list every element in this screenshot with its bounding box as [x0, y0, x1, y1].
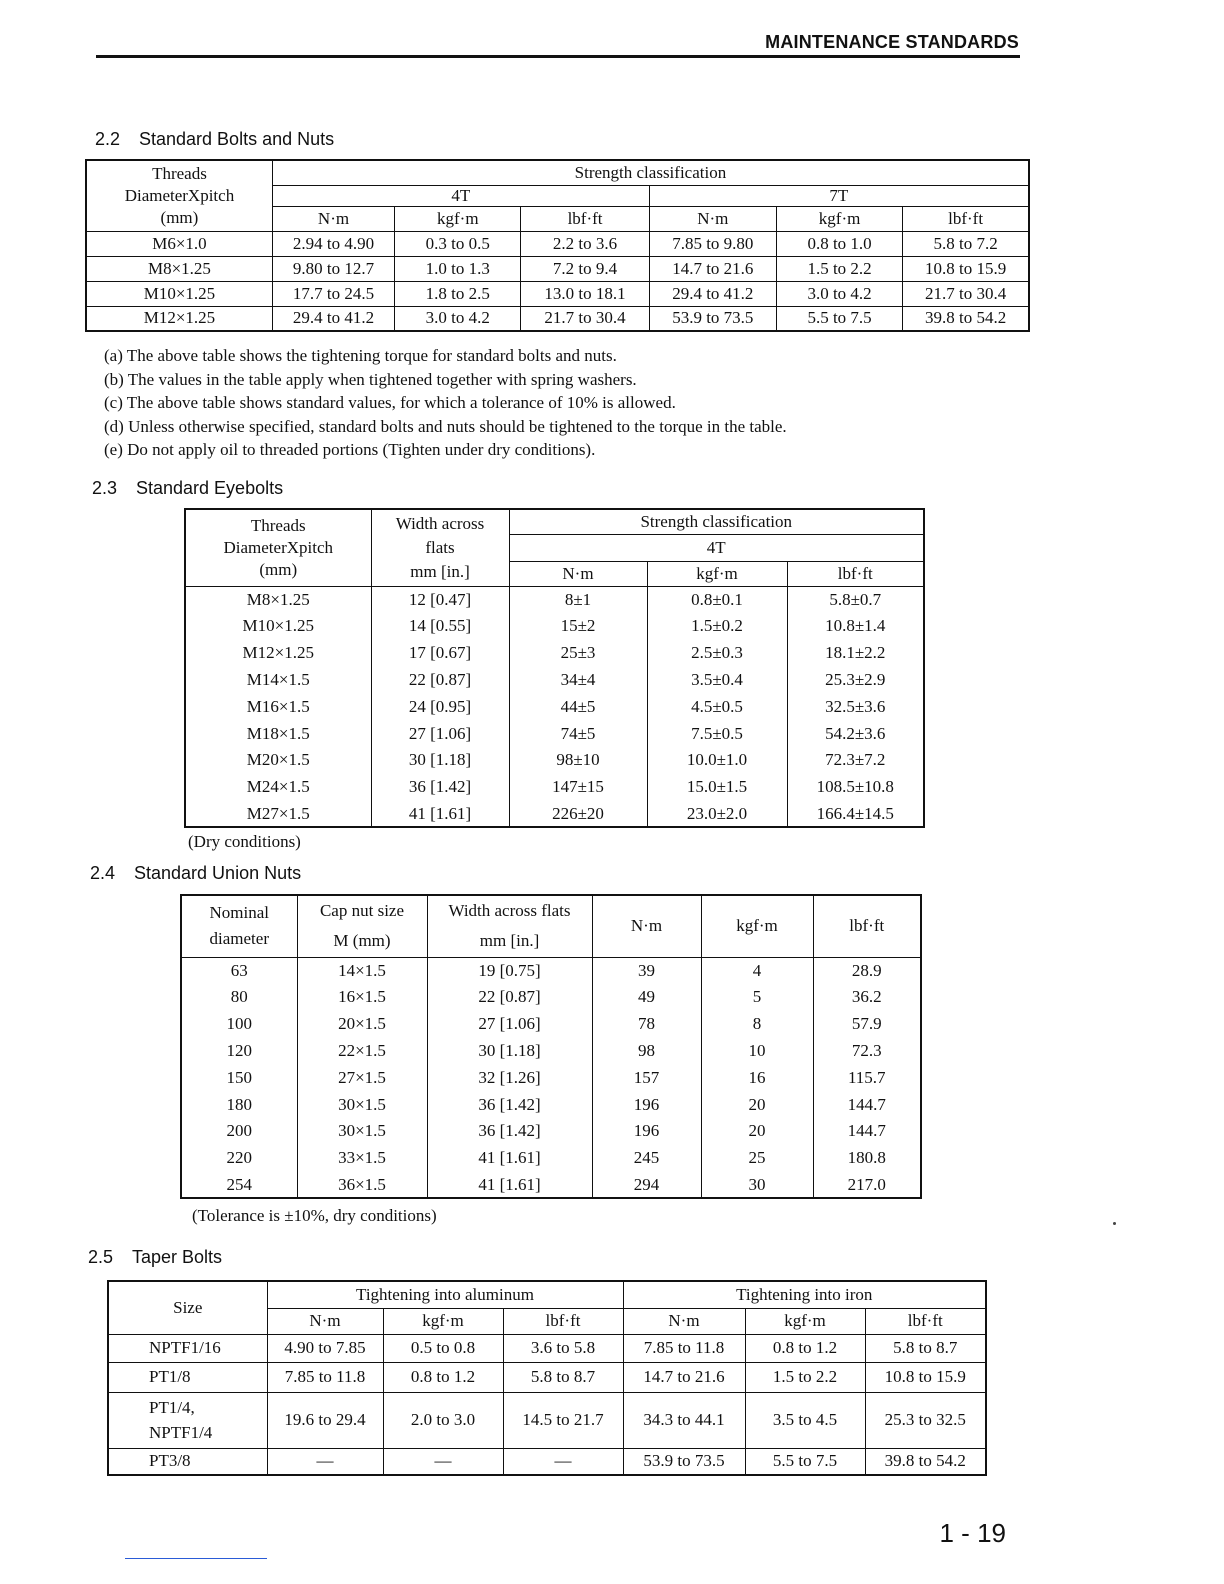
table-cell: 10.8 to 15.9	[865, 1362, 986, 1392]
section-number: 2.4	[90, 863, 116, 883]
table-row	[86, 231, 1029, 256]
table-cell: 18.1±2.2	[787, 640, 924, 667]
bolts-nuts-table	[85, 159, 1030, 332]
table-cell: 44±5	[509, 693, 647, 720]
table-cell: 0.8±0.1	[647, 586, 787, 613]
table-cell: M20×1.5	[185, 747, 371, 774]
table-cell: 144.7	[813, 1091, 921, 1118]
table-row	[185, 747, 924, 774]
table-cell: 226±20	[509, 800, 647, 827]
table-cell: 3.5 to 4.5	[745, 1392, 865, 1448]
note-item: (e) Do not apply oil to threaded portions (Tighten under dry conditions).	[104, 440, 596, 459]
table-cell: 14.7 to 21.6	[649, 256, 776, 281]
table-cell: 22 [0.87]	[427, 984, 592, 1011]
table-cell: 144.7	[813, 1118, 921, 1145]
table-cell: 32 [1.26]	[427, 1064, 592, 1091]
table-cell: 5.8 to 8.7	[503, 1362, 623, 1392]
table-cell: 72.3±7.2	[787, 747, 924, 774]
table-row	[185, 774, 924, 801]
table-cell: M10×1.25	[185, 613, 371, 640]
table-cell: 0.8 to 1.2	[383, 1362, 503, 1392]
width-across-flats-header	[427, 895, 592, 957]
unit-header: N·m	[623, 1308, 745, 1334]
table-row	[181, 1145, 921, 1172]
size-line: NPTF1/4	[149, 1423, 213, 1442]
strength-classification-header: Strength classification	[272, 160, 1029, 185]
table-cell: 25.3 to 32.5	[865, 1392, 986, 1448]
section-title-taper-bolts	[88, 1247, 222, 1268]
table-cell: 25±3	[509, 640, 647, 667]
unit-header: kgf·m	[383, 1308, 503, 1334]
table-cell: 20	[701, 1118, 813, 1145]
table-cell: 39.8 to 54.2	[903, 306, 1029, 331]
table-cell: 57.9	[813, 1011, 921, 1038]
thread-header-line: (mm)	[160, 207, 199, 227]
table-cell: 12 [0.47]	[371, 586, 509, 613]
header-line: Width across flats	[448, 901, 571, 921]
table-cell: 41 [1.61]	[427, 1171, 592, 1198]
table-cell: 180.8	[813, 1145, 921, 1172]
table-cell: 217.0	[813, 1171, 921, 1198]
bottom-rule	[125, 1558, 267, 1559]
section-number: 2.5	[88, 1247, 114, 1267]
table-cell: 115.7	[813, 1064, 921, 1091]
unit-header: lbf·ft	[903, 206, 1029, 231]
eyebolts-table	[184, 508, 925, 828]
table-cell: 3.5±0.4	[647, 666, 787, 693]
table-cell: 0.3 to 0.5	[395, 231, 521, 256]
table-cell: 1.0 to 1.3	[395, 256, 521, 281]
unit-header: N·m	[267, 1308, 383, 1334]
table-cell: 254	[181, 1171, 297, 1198]
section-title: Standard Eyebolts	[136, 478, 284, 498]
table-cell: 16	[701, 1064, 813, 1091]
table-cell: 53.9 to 73.5	[649, 306, 776, 331]
table-cell: 100	[181, 1011, 297, 1038]
table-row	[185, 640, 924, 667]
table-row	[181, 1064, 921, 1091]
table-cell: 19 [0.75]	[427, 957, 592, 984]
table-cell: 157	[592, 1064, 701, 1091]
unit-header: N·m	[649, 206, 776, 231]
strength-classification-header: Strength classification	[509, 509, 924, 534]
header-line: diameter	[209, 929, 269, 949]
table-cell: M8×1.25	[86, 256, 272, 281]
table-cell: 10	[701, 1037, 813, 1064]
table-cell: 1.5 to 2.2	[776, 256, 902, 281]
header-rule	[96, 55, 1020, 58]
union-nuts-caption: (Tolerance is ±10%, dry conditions)	[192, 1206, 437, 1225]
stray-dot	[1113, 1222, 1116, 1225]
table-row	[108, 1334, 986, 1362]
table-cell: 10.0±1.0	[647, 747, 787, 774]
table-cell: 74±5	[509, 720, 647, 747]
table-cell: 32.5±3.6	[787, 693, 924, 720]
table-cell: PT3/8	[108, 1448, 267, 1475]
table-cell: 21.7 to 30.4	[521, 306, 649, 331]
table-cell: M12×1.25	[185, 640, 371, 667]
union-nuts-table	[180, 894, 922, 1199]
width-header-line: flats	[425, 537, 455, 557]
table-row	[185, 800, 924, 827]
table-cell: 5.5 to 7.5	[745, 1448, 865, 1475]
table-cell: 294	[592, 1171, 701, 1198]
table-cell: 4.5±0.5	[647, 693, 787, 720]
table-cell	[108, 1392, 267, 1448]
table-row	[185, 720, 924, 747]
table-cell: M27×1.5	[185, 800, 371, 827]
section-title-eyebolts	[92, 478, 283, 499]
unit-header: kgf·m	[745, 1308, 865, 1334]
table-cell: 36.2	[813, 984, 921, 1011]
lbf-header: lbf·ft	[813, 895, 921, 957]
table-cell: 4	[701, 957, 813, 984]
unit-header: lbf·ft	[521, 206, 649, 231]
table-cell: 33×1.5	[297, 1145, 427, 1172]
table-cell: 36 [1.42]	[371, 774, 509, 801]
table-cell: 5.8 to 8.7	[865, 1334, 986, 1362]
table-cell: 7.85 to 11.8	[623, 1334, 745, 1362]
table-cell: 27 [1.06]	[427, 1011, 592, 1038]
table-cell: 98	[592, 1037, 701, 1064]
thread-header-cell	[86, 160, 272, 231]
width-across-flats-header	[371, 509, 509, 586]
class-7t-header: 7T	[649, 185, 1029, 206]
table-row	[86, 281, 1029, 306]
table-cell: 1.5±0.2	[647, 613, 787, 640]
table-cell: 14.7 to 21.6	[623, 1362, 745, 1392]
table-cell: 108.5±10.8	[787, 774, 924, 801]
table-cell: 63	[181, 957, 297, 984]
table-cell: —	[267, 1448, 383, 1475]
class-4t-header: 4T	[272, 185, 649, 206]
table-cell: 1.5 to 2.2	[745, 1362, 865, 1392]
table-cell: 34±4	[509, 666, 647, 693]
table-row	[185, 666, 924, 693]
size-header: Size	[108, 1281, 267, 1334]
header-line: Cap nut size	[319, 901, 405, 921]
table-cell: 41 [1.61]	[371, 800, 509, 827]
table-cell: 14 [0.55]	[371, 613, 509, 640]
unit-header: kgf·m	[647, 561, 787, 586]
table-cell: 27×1.5	[297, 1064, 427, 1091]
table-cell: 49	[592, 984, 701, 1011]
table-cell: 98±10	[509, 747, 647, 774]
table-cell: 36 [1.42]	[427, 1091, 592, 1118]
table-cell: 8±1	[509, 586, 647, 613]
table-cell: 7.5±0.5	[647, 720, 787, 747]
section-title: Standard Bolts and Nuts	[139, 129, 335, 149]
thread-header-line: (mm)	[259, 559, 298, 579]
table-cell: 166.4±14.5	[787, 800, 924, 827]
page-header-title: MAINTENANCE STANDARDS	[765, 32, 1019, 52]
table-cell: M14×1.5	[185, 666, 371, 693]
section-title: Taper Bolts	[132, 1247, 223, 1267]
table-cell: 17 [0.67]	[371, 640, 509, 667]
table-cell: 78	[592, 1011, 701, 1038]
table-cell: 0.5 to 0.8	[383, 1334, 503, 1362]
table-row	[181, 1037, 921, 1064]
table-cell: NPTF1/16	[108, 1334, 267, 1362]
section-number: 2.2	[95, 129, 121, 149]
table-cell: 2.0 to 3.0	[383, 1392, 503, 1448]
table-row	[181, 1091, 921, 1118]
table-cell: M8×1.25	[185, 586, 371, 613]
taper-bolts-table	[107, 1280, 987, 1476]
table-row	[108, 1362, 986, 1392]
table-cell: —	[503, 1448, 623, 1475]
table-cell: 23.0±2.0	[647, 800, 787, 827]
table-cell: M6×1.0	[86, 231, 272, 256]
table-cell: 24 [0.95]	[371, 693, 509, 720]
unit-header: kgf·m	[776, 206, 902, 231]
width-header-line: mm [in.]	[410, 561, 470, 581]
table-cell: M12×1.25	[86, 306, 272, 331]
table-cell: M10×1.25	[86, 281, 272, 306]
table-cell: 28.9	[813, 957, 921, 984]
table-row	[86, 306, 1029, 331]
table-cell: 3.6 to 5.8	[503, 1334, 623, 1362]
size-line: PT1/4,	[149, 1398, 195, 1417]
table-row	[181, 984, 921, 1011]
notes-list	[104, 344, 787, 462]
table-row	[181, 1011, 921, 1038]
table-cell: 72.3	[813, 1037, 921, 1064]
note-item: (b) The values in the table apply when tightened together with spring washers.	[104, 369, 637, 389]
section-title-union-nuts	[90, 863, 301, 884]
table-cell: 21.7 to 30.4	[903, 281, 1029, 306]
note-item: (a) The above table shows the tightening torque for standard bolts and nuts.	[104, 346, 617, 365]
table-cell: 200	[181, 1118, 297, 1145]
table-cell: 9.80 to 12.7	[272, 256, 394, 281]
table-cell: 147±15	[509, 774, 647, 801]
thread-header-line: Threads	[250, 515, 306, 535]
table-row	[181, 1118, 921, 1145]
table-cell: PT1/8	[108, 1362, 267, 1392]
section-number: 2.3	[92, 478, 118, 498]
thread-header-cell	[185, 509, 371, 586]
table-cell: 13.0 to 18.1	[521, 281, 649, 306]
table-cell: 15.0±1.5	[647, 774, 787, 801]
table-cell: 7.2 to 9.4	[521, 256, 649, 281]
thread-header-line: Threads	[152, 163, 207, 183]
table-cell: 34.3 to 44.1	[623, 1392, 745, 1448]
table-cell: 10.8 to 15.9	[903, 256, 1029, 281]
table-cell: 10.8±1.4	[787, 613, 924, 640]
table-cell: 220	[181, 1145, 297, 1172]
table-row	[185, 613, 924, 640]
table-cell: M24×1.5	[185, 774, 371, 801]
aluminum-header: Tightening into aluminum	[267, 1281, 623, 1308]
table-cell: 14×1.5	[297, 957, 427, 984]
table-cell: 20	[701, 1091, 813, 1118]
table-cell: 29.4 to 41.2	[649, 281, 776, 306]
table-cell: 5	[701, 984, 813, 1011]
table-cell: 27 [1.06]	[371, 720, 509, 747]
table-cell: 30×1.5	[297, 1118, 427, 1145]
table-cell: 22×1.5	[297, 1037, 427, 1064]
table-cell: 8	[701, 1011, 813, 1038]
table-cell: M16×1.5	[185, 693, 371, 720]
table-row	[185, 586, 924, 613]
table-cell: 4.90 to 7.85	[267, 1334, 383, 1362]
table-cell: 16×1.5	[297, 984, 427, 1011]
table-cell: 1.8 to 2.5	[395, 281, 521, 306]
table-cell: 54.2±3.6	[787, 720, 924, 747]
note-item: (c) The above table shows standard values, for which a tolerance of 10% is allowed.	[104, 393, 676, 412]
table-cell: 22 [0.87]	[371, 666, 509, 693]
section-title-bolts-nuts	[95, 129, 334, 150]
table-row	[185, 693, 924, 720]
table-cell: 17.7 to 24.5	[272, 281, 394, 306]
table-cell: 2.2 to 3.6	[521, 231, 649, 256]
cap-nut-size-header	[297, 895, 427, 957]
nominal-diameter-header	[181, 895, 297, 957]
table-cell: 25.3±2.9	[787, 666, 924, 693]
table-row	[181, 957, 921, 984]
unit-header: N·m	[272, 206, 394, 231]
unit-header: N·m	[509, 561, 647, 586]
table-cell: 150	[181, 1064, 297, 1091]
table-cell: 39	[592, 957, 701, 984]
table-row	[86, 256, 1029, 281]
header-line: mm [in.]	[479, 931, 540, 951]
kgf-header: kgf·m	[701, 895, 813, 957]
table-cell: 30 [1.18]	[427, 1037, 592, 1064]
unit-header: lbf·ft	[503, 1308, 623, 1334]
note-item: (d) Unless otherwise specified, standard bolts and nuts should be tightened to the torque in the table.	[104, 416, 787, 436]
class-4t-header: 4T	[509, 534, 924, 561]
table-cell: 41 [1.61]	[427, 1145, 592, 1172]
iron-header: Tightening into iron	[623, 1281, 986, 1308]
table-cell: 196	[592, 1118, 701, 1145]
table-cell: 30	[701, 1171, 813, 1198]
table-cell: 53.9 to 73.5	[623, 1448, 745, 1475]
table-cell: 25	[701, 1145, 813, 1172]
table-cell: 196	[592, 1091, 701, 1118]
page-number: 1 - 19	[939, 1518, 1006, 1548]
table-cell: 36 [1.42]	[427, 1118, 592, 1145]
eyebolts-caption: (Dry conditions)	[188, 832, 301, 851]
table-cell: 3.0 to 4.2	[395, 306, 521, 331]
table-cell: 14.5 to 21.7	[503, 1392, 623, 1448]
unit-header: lbf·ft	[865, 1308, 986, 1334]
header-line: Nominal	[209, 903, 269, 923]
header-line: M (mm)	[333, 931, 391, 951]
table-cell: 36×1.5	[297, 1171, 427, 1198]
width-header-line: Width across	[395, 513, 485, 533]
table-cell: 2.94 to 4.90	[272, 231, 394, 256]
nm-header: N·m	[592, 895, 701, 957]
table-row	[108, 1392, 986, 1448]
table-cell: —	[383, 1448, 503, 1475]
table-cell: 3.0 to 4.2	[776, 281, 902, 306]
thread-header-line: DiameterXpitch	[124, 185, 235, 205]
table-cell: 5.8 to 7.2	[903, 231, 1029, 256]
table-cell: 29.4 to 41.2	[272, 306, 394, 331]
table-cell: 19.6 to 29.4	[267, 1392, 383, 1448]
table-row	[108, 1448, 986, 1475]
table-cell: 5.8±0.7	[787, 586, 924, 613]
table-cell: 20×1.5	[297, 1011, 427, 1038]
table-cell: 30×1.5	[297, 1091, 427, 1118]
table-cell: M18×1.5	[185, 720, 371, 747]
table-cell: 7.85 to 11.8	[267, 1362, 383, 1392]
table-cell: 0.8 to 1.0	[776, 231, 902, 256]
section-title: Standard Union Nuts	[134, 863, 302, 883]
unit-header: kgf·m	[395, 206, 521, 231]
table-cell: 80	[181, 984, 297, 1011]
table-cell: 15±2	[509, 613, 647, 640]
unit-header: lbf·ft	[787, 561, 924, 586]
table-cell: 120	[181, 1037, 297, 1064]
table-cell: 0.8 to 1.2	[745, 1334, 865, 1362]
thread-header-line: DiameterXpitch	[223, 537, 333, 557]
table-cell: 5.5 to 7.5	[776, 306, 902, 331]
table-cell: 30 [1.18]	[371, 747, 509, 774]
table-cell: 7.85 to 9.80	[649, 231, 776, 256]
table-row	[181, 1171, 921, 1198]
table-cell: 2.5±0.3	[647, 640, 787, 667]
table-cell: 180	[181, 1091, 297, 1118]
table-cell: 245	[592, 1145, 701, 1172]
table-cell: 39.8 to 54.2	[865, 1448, 986, 1475]
